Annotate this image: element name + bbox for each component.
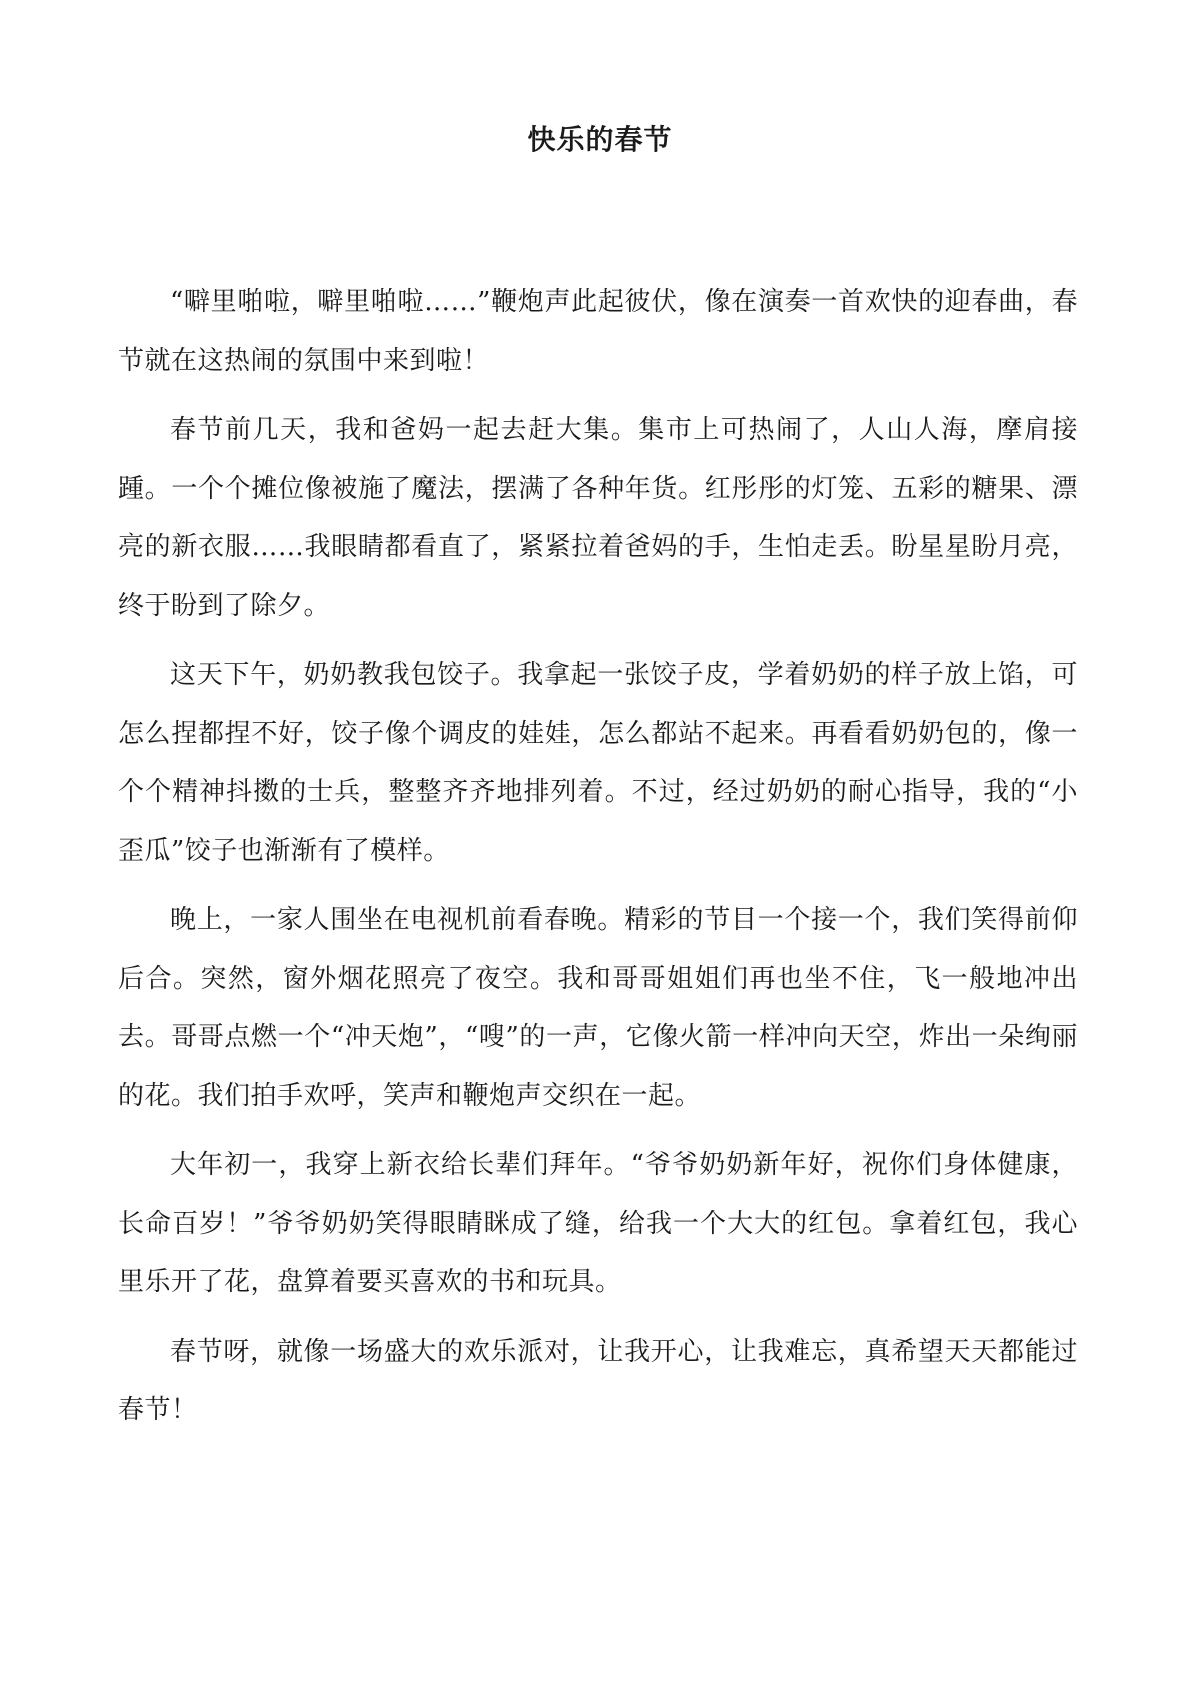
essay-body (118, 273, 1078, 1451)
paragraph-5: 大年初一，我穿上新衣给长辈们拜年。“爷爷奶奶新年好，祝你们身体健康，长命百岁！”爷爷奶奶笑得眼睛眯成了缝，给我一个大大的红包。拿着红包，我心里乐开了花，盘算着要买喜欢的书和玩具。 (118, 1150, 1078, 1297)
paragraph-3: 这天下午，奶奶教我包饺子。我拿起一张饺子皮，学着奶奶的样子放上馅，可怎么捏都捏不好，饺子像个调皮的娃娃，怎么都站不起来。再看看奶奶包的，像一个个精神抖擞的士兵，整整齐齐地排列着。不过，经过奶奶的耐心指导，我的“小歪瓜”饺子也渐渐有了模样。 (118, 660, 1078, 866)
paragraph-1: “噼里啪啦，噼里啪啦……”鞭炮声此起彼伏，像在演奏一首欢快的迎春曲，春节就在这热闹的氛围中来到啦！ (118, 287, 1078, 376)
paragraph-6: 春节呀，就像一场盛大的欢乐派对，让我开心，让我难忘，真希望天天都能过春节！ (118, 1336, 1078, 1425)
paragraph-2: 春节前几天，我和爸妈一起去赶大集。集市上可热闹了，人山人海，摩肩接踵。一个个摊位像被施了魔法，摆满了各种年货。红彤彤的灯笼、五彩的糖果、漂亮的新衣服……我眼睛都看直了，紧紧拉着爸妈的手，生怕走丢。盼星星盼月亮，终于盼到了除夕。 (118, 415, 1078, 621)
paragraph-4: 晚上，一家人围坐在电视机前看春晚。精彩的节目一个接一个，我们笑得前仰后合。突然，窗外烟花照亮了夜空。我和哥哥姐姐们再也坐不住，飞一般地冲出去。哥哥点燃一个“冲天炮”，“嗖”的一声，它像火箭一样冲向天空，炸出一朵绚丽的花。我们拍手欢呼，笑声和鞭炮声交织在一起。 (118, 905, 1078, 1111)
essay-title: 快乐的春节 (527, 123, 673, 156)
